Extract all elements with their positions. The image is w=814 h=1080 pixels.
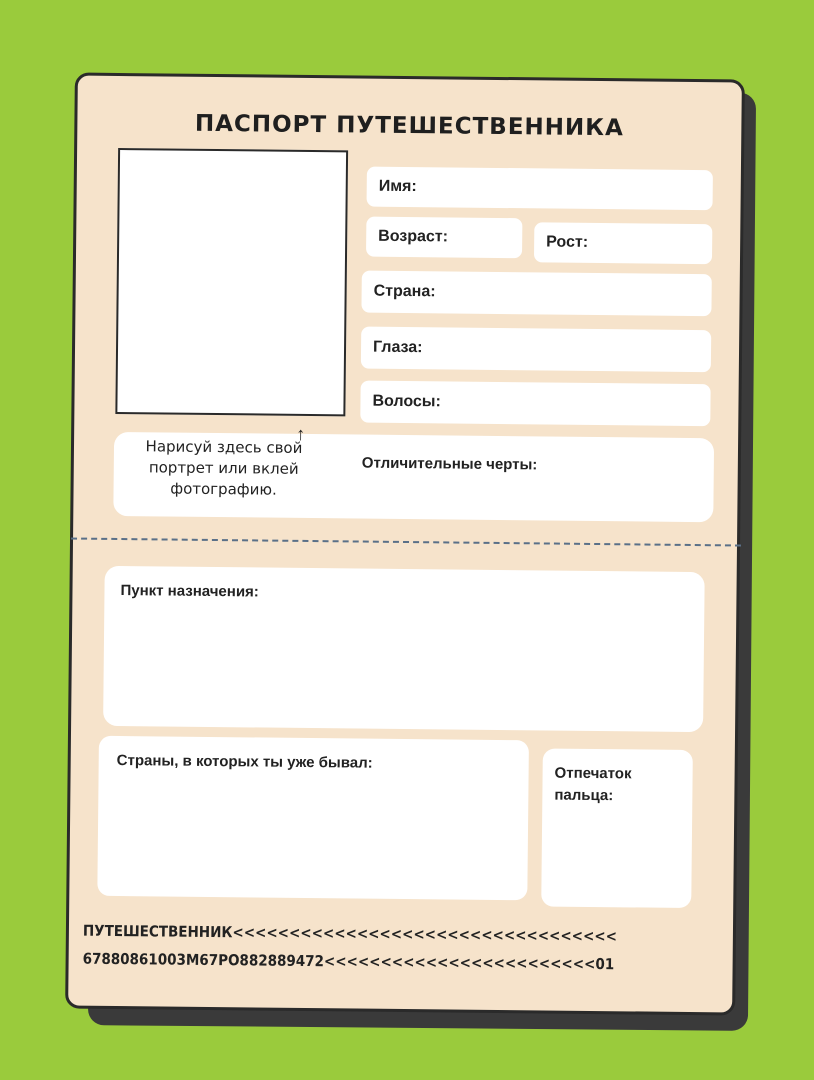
country-label: Страна:	[373, 282, 436, 301]
visited-countries-label: Страны, в которых ты уже бывал:	[116, 751, 373, 772]
country-field[interactable]	[361, 271, 711, 317]
distinctive-features-label: Отличительные черты:	[361, 454, 538, 474]
height-label: Рост:	[546, 233, 589, 251]
name-field[interactable]	[367, 167, 713, 211]
eyes-label: Глаза:	[372, 338, 423, 357]
photo-frame[interactable]	[115, 148, 348, 416]
destination-label: Пункт назначения:	[120, 582, 259, 601]
destination-box[interactable]	[103, 566, 705, 732]
mrz-line-2: 67880861003M67PO882889472<<<<<<<<<<<<<<<<<<<<<<<<01	[82, 949, 615, 974]
fingerprint-box[interactable]	[541, 748, 693, 908]
name-label: Имя:	[378, 177, 417, 196]
age-label: Возраст:	[378, 227, 449, 246]
hair-label: Волосы:	[372, 392, 441, 411]
visited-countries-box[interactable]	[97, 736, 529, 900]
photo-hint-text: Нарисуй здесь свой портрет или вклей фотографию.	[145, 437, 303, 499]
fold-divider	[71, 538, 741, 547]
eyes-field[interactable]	[361, 327, 711, 373]
fingerprint-label: Отпечаток пальца:	[554, 764, 632, 805]
hair-field[interactable]	[360, 381, 710, 427]
travel-passport-card	[65, 73, 745, 1016]
arrow-up-icon: ↑	[296, 423, 306, 444]
age-field[interactable]	[366, 217, 522, 259]
page-title: ПАСПОРТ ПУТЕШЕСТВЕННИКА	[194, 110, 624, 142]
mrz-line-1: ПУТЕШЕСТВЕННИК<<<<<<<<<<<<<<<<<<<<<<<<<<<<<<<<<<	[82, 921, 618, 946]
height-field[interactable]	[534, 222, 712, 264]
